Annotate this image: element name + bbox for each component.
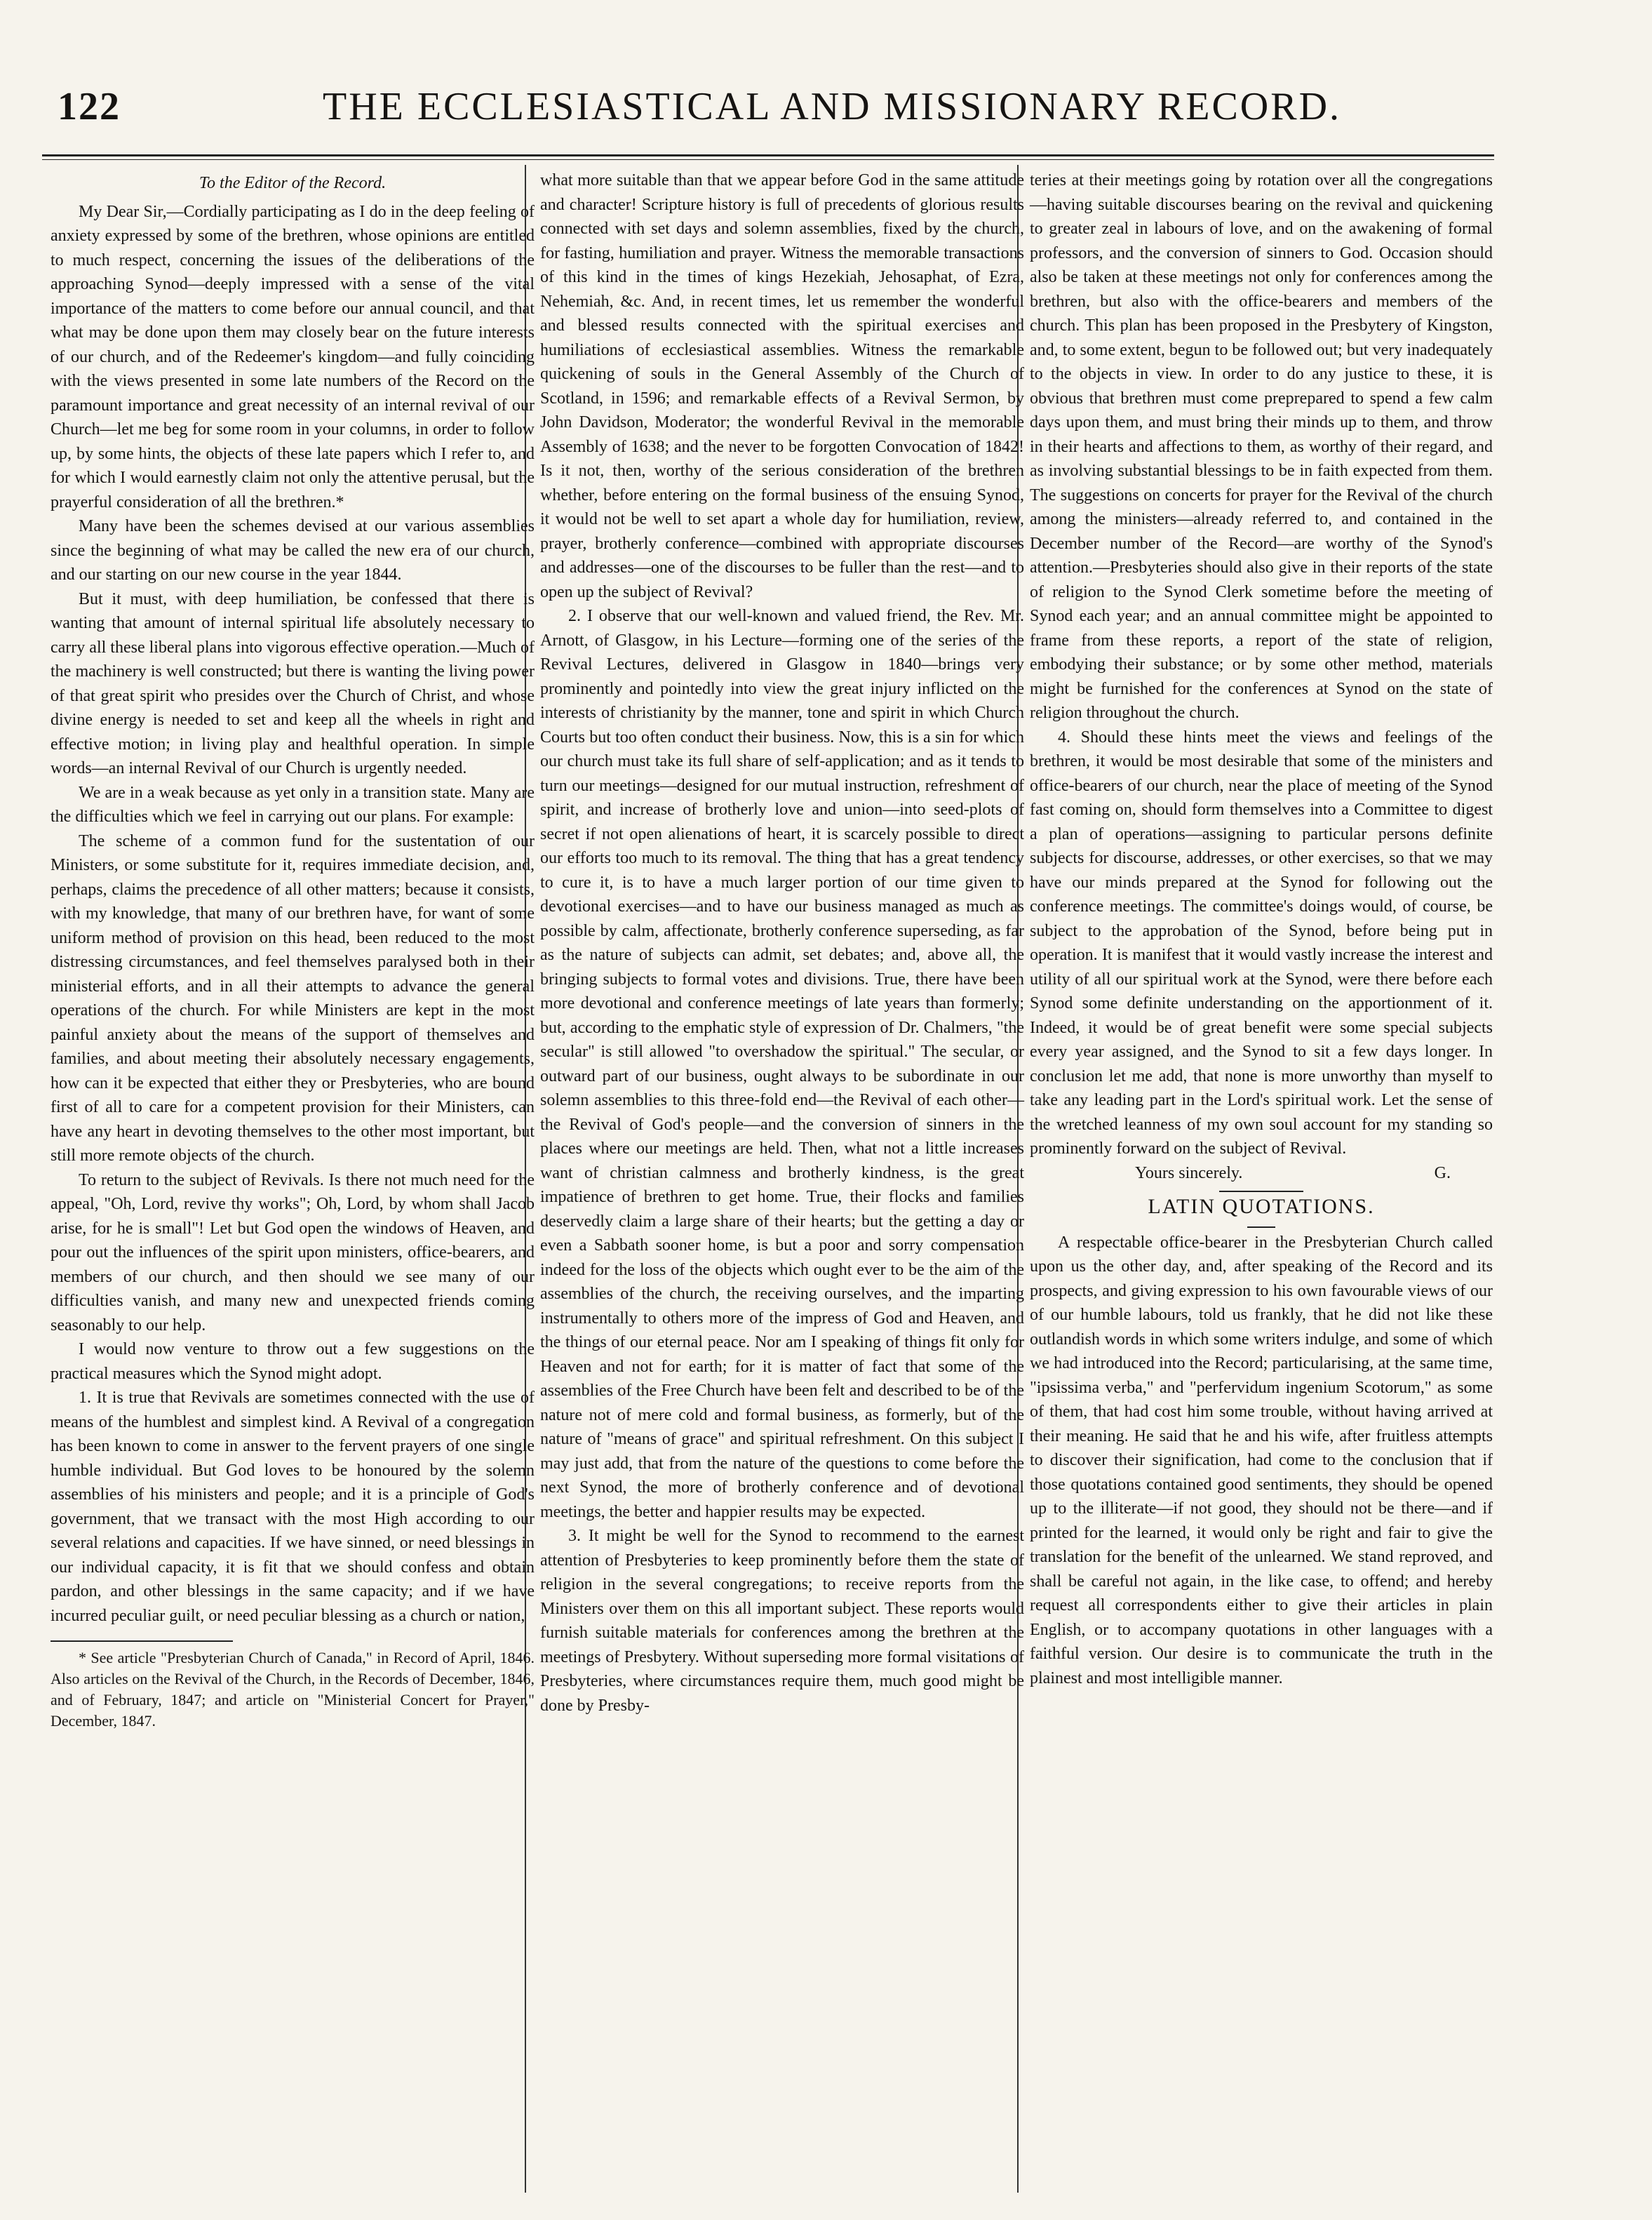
footnote-rule: [51, 1640, 233, 1642]
paragraph: 2. I observe that our well-known and valued friend, the Rev. Mr. Arnott, of Glasgow, in his Lecture—forming one of the series of the Revival Lectures, delivered in Glasgow in 1840—brings very prominently and pointedly into view the great injury inflicted on the interests of christianity by the manner, tone and spirit in which Church Courts but too often conduct their business. Now, this is a sin for which our church must take its full share of self-application; and as it tends to turn our meetings—designed for our mutual instruction, refreshment of spirit, and increase of brotherly love and union—into seed-plots of secret if not open alienations of heart, it is scarcely possible to direct our efforts too much to its removal. The thing that has a great tendency to cure it, is to have a much larger portion of our time given to devotional exercises—and to have our business managed as much as possible by calm, affectionate, brotherly conference superseding, as far as the nature of subjects can admit, set debates; and, above all, the bringing subjects to formal votes and divisions. True, there have been more devotional and conference meetings of late years than formerly; but, according to the emphatic style of expression of Dr. Chalmers, "the secular" is still allowed "to overshadow the spiritual." The secular, or outward part of our business, ought always to be subordinate in our solemn assemblies to this three-fold end—the Revival of each other—the Revival of God's people—and the conversion of sinners in the places where our meetings are held. Then, what not a little increases want of christian calmness and brotherly kindness, is the great impatience of brethren to get home. True, their flocks and families deservedly claim a large share of their hearts; but the getting a day or even a Sabbath sooner home, is but a poor and sorry compensation indeed for the loss of the objects which ought ever to be the aim of the assemblies of the church, the receiving ourselves, and the imparting instrumentally to others more of the impress of God and Heaven, and the things of our eternal peace. Nor am I speaking of things fit only for Heaven and not for earth; for it is matter of fact that some of the assemblies of the Free Church have been felt and described to be of the nature not of mere cold and formal business, as formerly, but of the nature of "means of grace" and spiritual refreshment. On this subject I may just add, that from the nature of the questions to come before the next Synod, the more of brotherly conference and of devotional meetings, the better and happier results may be expected.: [540, 607, 1024, 1521]
letter-heading: To the Editor of the Record.: [199, 174, 387, 192]
column-2: [540, 168, 1024, 1718]
closing: Yours sincerely.: [1135, 1163, 1243, 1182]
paragraph: 3. It might be well for the Synod to recommend to the earnest attention of Presbyteries to keep prominently before them the state of religion in the several congregations; to receive reports from the Ministers over them on this all important subject. These reports would furnish suitable materials for conferences among the brethren at the meetings of Presbytery. Without superseding more formal visitations of Presbyteries, where circumstances require them, much good might be done by Presby-: [540, 1527, 1024, 1715]
paragraph: The scheme of a common fund for the sustentation of our Ministers, or some substitute for it, requires immediate decision, and, perhaps, claims the precedence of all other matters; because it consists, with my knowledge, that many of our brethren have, for want of some uniform method of provision on this head, been reduced to the most distressing circumstances, and feel themselves paralysed both in their ministerial efforts, and in all their attempts to advance the general operations of the church. For while Ministers are kept in the most painful anxiety about the means of the support of themselves and families, and about meeting their absolutely necessary engagements, how can it be expected that either they or Presbyteries, who are bound first of all to care for a competent provision for their Ministers, can have any heart in devoting themselves to the other most important, but still more remote objects of the church.: [51, 831, 535, 1165]
column-3: [1030, 168, 1493, 1690]
page-header: [42, 84, 1494, 140]
section-rule: [1219, 1191, 1303, 1192]
page-number: 122: [58, 85, 121, 128]
signature-line: [1030, 1161, 1493, 1186]
paragraph: My Dear Sir,—Cordially participating as I do in the deep feeling of anxiety expressed by some of the brethren, whose opinions are entitled to much respect, concerning the issues of the deliberations of the approaching Synod—deeply impressed with a sense of the vital importance of the matters to come before our annual council, and that what may be done upon them may closely bear on the future interests of our church, and of the Redeemer's kingdom—and fully coinciding with the views presented in some late numbers of the Record on the paramount importance and great necessity of an internal revival of our Church—let me beg for some room in your columns, in order to follow up, by some hints, the objects of these late papers which I refer to, and for which I would earnestly claim not only the attentive perusal, but the prayerful consideration of all the brethren.*: [51, 202, 535, 511]
paragraph: To return to the subject of Revivals. Is there not much need for the appeal, "Oh, Lord, revive thy works"; Oh, Lord, by whom shall Jacob arise, for he is small"! Let but God open the windows of Heaven, and pour out the influences of the spirit upon ministers, office-bearers, and members of our church, and then should we see many of our difficulties vanish, and many new and unexpected friends coming seasonably to our help.: [51, 1170, 535, 1335]
header-rule: [42, 154, 1494, 160]
paragraph: But it must, with deep humiliation, be confessed that there is wanting that amount of internal spiritual life absolutely necessary to carry all these liberal plans into vigorous effective operation.—Much of the machinery is well constructed; but there is wanting the living power of that great spirit who presides over the Church of Christ, and whose divine energy is needed to set and keep all the wheels in right and effective motion; in living play and healthful operation. In simple words—an internal Revival of our Church is urgently needed.: [51, 589, 535, 777]
paragraph: We are in a weak because as yet only in a transition state. Many are the difficulties which we feel in carrying out our plans. For example:: [51, 783, 535, 826]
section-title: LATIN QUOTATIONS.: [1148, 1195, 1375, 1218]
column-1: [51, 168, 535, 1732]
section-rule: [1247, 1226, 1275, 1228]
paragraph: 1. It is true that Revivals are sometimes connected with the use of means of the humblest and simplest kind. A Revival of a congregation has been known to come in answer to the fervent prayers of one single humble individual. But God loves to be honoured by the solemn assemblies of his ministers and people; and it is a principle of God's government, that we transact with the most High according to our several relations and capacities. If we have sinned, or need blessings in our individual capacity, it is fit that we should confess and obtain pardon, and other blessings in the same capacity; and if we have incurred peculiar guilt, or need peculiar blessing as a church or nation,: [51, 1389, 535, 1625]
footnote: * See article "Presbyterian Church of Canada," in Record of April, 1846. Also articles on the Revival of the Church, in the Records of December, 1846, and of February, 1847; and article on "Ministerial Concert for Prayer," December, 1847.: [51, 1649, 535, 1730]
paragraph: 4. Should these hints meet the views and feelings of the brethren, it would be most desirable that some of the ministers and office-bearers of our church, near the place of meeting of the Synod fast coming on, should form themselves into a Committee to digest a plan of operations—assigning to particular persons definite subjects for discourse, addresses, or other exercises, so that we may have our minds prepared at the Synod for following out the conference meetings. The committee's doings would, of course, be subject to the approbation of the Synod, before being put in operation. It is manifest that it would vastly increase the interest and utility of all our spiritual work at the Synod, were there before each Synod some definite understanding on the apportionment of it. Indeed, it would be of great benefit were some special subjects every year assigned, and the Synod to sit a few days longer. In conclusion let me add, that none is more unworthy than myself to take any leading part in the Lord's spiritual work. Let the sense of the wretched leanness of my own soul account for my standing so prominently forward on the subject of Revival.: [1030, 728, 1493, 1158]
running-title: THE ECCLESIASTICAL AND MISSIONARY RECORD.: [323, 85, 1342, 128]
signature: G.: [1434, 1163, 1451, 1182]
paragraph: what more suitable than that we appear before God in the same attitude and character! Scripture history is full of precedents of glorious results connected with set days and solemn assemblies, fixed by the church, for fasting, humiliation and prayer. Witness the memorable transactions of this kind in the times of kings Hezekiah, Jehosaphat, of Ezra, Nehemiah, &c. And, in recent times, let us remember the wonderful and blessed results connected with the spiritual exercises and humiliations of ecclesiastical assemblies. Witness the remarkable quickening of souls in the General Assembly of the Church of Scotland, in 1596; and remarkable effects of a Revival Sermon, by John Davidson, Moderator; the wonderful Revival in the memorable Assembly of 1638; and the never to be forgotten Convocation of 1842! Is it not, then, worthy of the serious consideration of the brethren whether, before entering on the formal business of the ensuing Synod, it would not be well to set apart a whole day for humiliation, review, prayer, brotherly conference—combined with appropriate discourses and addresses—one of the discourses to be fuller than the rest—and to open up the subject of Revival?: [540, 171, 1024, 601]
paragraph: Many have been the schemes devised at our various assemblies since the beginning of what may be called the new era of our church, and our starting on our new course in the year 1844.: [51, 517, 535, 584]
paragraph: teries at their meetings going by rotation over all the congregations—having suitable discourses bearing on the revival and quickening to greater zeal in labours of love, and on the awakening of formal professors, and the conversion of sinners to God. Occasion should also be taken at these meetings not only for conferences among the brethren, but also with the office-bearers and members of the church. This plan has been proposed in the Presbytery of Kingston, and, to some extent, begun to be followed out; but very inadequately to the objects in view. In order to do any justice to these, it is obvious that brethren must come preprepared to spend a few calm days upon them, and must bring their minds up to them, and throw in their hearts and affections to them, as worthy of their regard, and as involving substantial blessings to be in faith expected from them. The suggestions on concerts for prayer for the Revival of the church among the ministers—already referred to, and contained in the December number of the Record—are worthy of the Synod's attention.—Presbyteries should also give in their reports of the state of religion to the Synod Clerk sometime before the meeting of Synod each year; and an annual committee might be appointed to frame from these reports, a report of the state of religion, embodying their substance; or by some other method, materials might be furnished for the conferences at Synod on the state of religion throughout the church.: [1030, 171, 1493, 722]
paragraph: I would now venture to throw out a few suggestions on the practical measures which the Synod might adopt.: [51, 1340, 535, 1383]
paragraph: A respectable office-bearer in the Presbyterian Church called upon us the other day, and, after speaking of the Record and its prospects, and giving expression to his own favourable views of our of our humble labours, told us frankly, that he did not like these outlandish words in which some writers indulge, and some of which we had introduced into the Record; particularising, at the same time, "ipsissima verba," and "perfervidum ingenium Scotorum," as some of them, that had cost him some trouble, without having arrived at their meaning. He said that he and his wife, after fruitless attempts to discover their signification, had come to the conclusion that if those quotations contained good sentiments, they should be opened up to the illiterate—if not good, they should not be there—and if printed for the learned, it would only be right and fair to give the translation for the benefit of the unlearned. We stand reproved, and shall be careful not again, in the like case, to offend; and hereby request all correspondents either to give their articles in plain English, or to accompany quotations in other languages with a faithful version. Our desire is to communicate the truth in the plainest and most intelligible manner.: [1030, 1233, 1493, 1687]
